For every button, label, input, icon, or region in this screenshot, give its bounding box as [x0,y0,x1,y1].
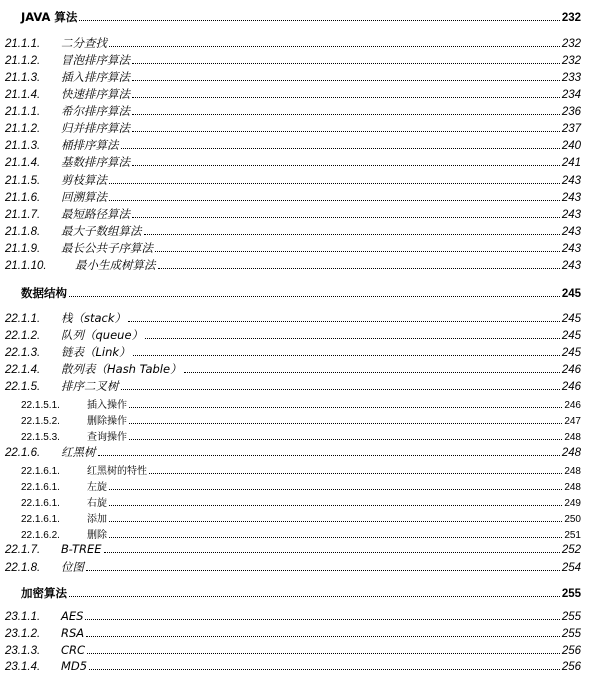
section-number: 22.1.8. [5,562,41,574]
page-number: 248 [564,466,581,477]
subsection-number: 22.1.6.1. [21,466,60,477]
page-number: 240 [561,140,581,152]
dot-leader [85,619,559,620]
toc-entry[interactable] [5,344,581,360]
subsection-title: 红黑树的特性 [87,466,147,477]
toc-subentry[interactable] [21,510,581,525]
dot-leader [132,80,560,81]
toc-entry[interactable] [5,310,581,326]
toc-entry[interactable] [5,643,581,657]
page-number: 232 [561,12,581,24]
page-number: 243 [561,175,581,187]
section-title: 散列表（Hash Table） [61,362,182,376]
dot-leader [132,63,560,64]
subsection-title: 右旋 [87,498,107,509]
section-title: RSA [61,626,85,640]
page-number: 243 [561,243,581,255]
dot-leader [149,473,562,474]
dot-leader [128,321,560,322]
page-number: 241 [561,157,581,169]
subsection-number: 22.1.6.2. [21,530,60,541]
section-title: 排序二叉树 [61,379,119,393]
toc-chapter-heading[interactable] [21,585,581,601]
section-title: 二分查找 [61,36,107,50]
toc-entry[interactable] [5,120,581,136]
toc-subentry[interactable] [21,462,581,477]
page-number: 236 [561,106,581,118]
dot-leader [109,489,562,490]
toc-entry[interactable] [5,206,581,222]
dot-leader [155,251,560,252]
section-title: 最长公共子序算法 [61,241,153,255]
dot-leader [145,338,560,339]
section-number: 21.1.8. [5,226,41,238]
dot-leader [86,570,560,571]
section-title: 队列（queue） [61,328,144,342]
dot-leader [69,596,560,597]
page-number: 255 [561,611,581,623]
section-number: 22.1.5. [5,381,41,393]
dot-leader [132,131,560,132]
section-title: 插入排序算法 [61,70,130,84]
chapter-title: JAVA 算法 [21,10,78,24]
subsection-number: 22.1.5.1. [21,400,60,411]
dot-leader [98,455,560,456]
section-number: 21.1.5. [5,175,41,187]
dot-leader [132,217,560,218]
section-title: 栈（stack） [61,311,127,325]
page-number: 245 [561,347,581,359]
page-number: 243 [561,209,581,221]
section-title: 冒泡排序算法 [61,53,130,67]
section-title: CRC [61,643,86,657]
chapter-title: 加密算法 [21,586,67,600]
page-number: 256 [561,661,581,673]
page-number: 233 [561,72,581,84]
toc-subentry[interactable] [21,396,581,411]
section-number: 23.1.2. [5,628,41,640]
section-title: 希尔排序算法 [61,104,130,118]
dot-leader [87,653,560,654]
subsection-title: 添加 [87,514,107,525]
page-number: 252 [561,544,581,556]
page-number: 237 [561,123,581,135]
dot-leader [121,389,560,390]
dot-leader [109,46,560,47]
toc-subentry[interactable] [21,494,581,509]
toc-entry[interactable] [5,240,581,256]
section-title: B-TREE [61,542,102,556]
subsection-title: 左旋 [87,482,107,493]
toc-entry[interactable] [5,86,581,102]
toc-entry[interactable] [5,35,581,51]
section-title: 最短路径算法 [61,207,130,221]
section-number: 21.1.2. [5,55,41,67]
dot-leader [129,439,562,440]
page-number: 248 [561,447,581,459]
toc-entry[interactable] [5,52,581,68]
section-number: 22.1.7. [5,544,41,556]
dot-leader [121,148,560,149]
section-number: 21.1.4. [5,89,41,101]
toc-subentry[interactable] [21,428,581,443]
toc-entry[interactable] [5,137,581,153]
toc-entry[interactable] [5,378,581,394]
dot-leader [109,521,562,522]
subsection-number: 22.1.5.2. [21,416,60,427]
toc-entry[interactable] [5,327,581,343]
dot-leader [132,97,560,98]
dot-leader [109,200,560,201]
section-number: 21.1.6. [5,192,41,204]
section-title: 最大子数组算法 [61,224,142,238]
toc-subentry[interactable] [21,478,581,493]
dot-leader [129,407,562,408]
page-number: 232 [561,55,581,67]
page-number: 251 [564,530,581,541]
toc-entry[interactable] [5,559,581,575]
section-title: 红黑树 [61,445,96,459]
dot-leader [129,423,562,424]
toc-entry[interactable] [5,103,581,119]
dot-leader [104,552,560,553]
toc-chapter-heading[interactable] [21,285,581,301]
toc-entry[interactable] [5,69,581,85]
page-number: 249 [564,498,581,509]
toc-entry[interactable] [5,659,581,673]
subsection-title: 查询操作 [87,432,127,443]
section-number: 23.1.1. [5,611,41,623]
section-title: 剪枝算法 [61,173,107,187]
page-number: 250 [564,514,581,525]
section-title: 基数排序算法 [61,155,130,169]
toc-chapter-heading[interactable] [21,9,581,25]
page-number: 254 [561,562,581,574]
toc-entry[interactable] [5,172,581,188]
section-number: 22.1.6. [5,447,41,459]
section-title: 快速排序算法 [61,87,130,101]
chapter-title: 数据结构 [21,286,67,300]
dot-leader [109,505,562,506]
section-title: 回溯算法 [61,190,107,204]
page-number: 255 [561,628,581,640]
page-number: 246 [561,364,581,376]
section-number: 22.1.3. [5,347,41,359]
page-number: 245 [561,288,581,300]
section-title: 最小生成树算法 [75,258,156,272]
page-number: 255 [561,588,581,600]
dot-leader [89,669,560,670]
dot-leader [184,372,560,373]
toc-entry[interactable] [5,154,581,170]
section-title: 位图 [61,560,84,574]
page-number: 245 [561,313,581,325]
page-number: 234 [561,89,581,101]
subsection-title: 插入操作 [87,400,127,411]
subsection-title: 删除 [87,530,107,541]
subsection-title: 删除操作 [87,416,127,427]
section-number: 21.1.7. [5,209,41,221]
section-title: MD5 [61,659,88,673]
page-number: 245 [561,330,581,342]
page-number: 232 [561,38,581,50]
page-number: 247 [564,416,581,427]
section-title: AES [61,609,84,623]
section-number: 21.1.3. [5,140,41,152]
section-number: 22.1.4. [5,364,41,376]
section-number: 23.1.3. [5,645,41,657]
toc-entry[interactable] [5,542,581,556]
toc-entry[interactable] [5,189,581,205]
toc-entry[interactable] [5,361,581,377]
section-number: 22.1.1. [5,313,41,325]
page-number: 243 [561,192,581,204]
dot-leader [144,234,560,235]
subsection-number: 22.1.6.1. [21,498,60,509]
toc-entry[interactable] [5,626,581,640]
toc-entry[interactable] [5,257,581,273]
section-number: 21.1.9. [5,243,41,255]
section-number: 21.1.10. [5,260,47,272]
dot-leader [133,355,560,356]
dot-leader [109,183,560,184]
section-title: 链表（Link） [61,345,131,359]
dot-leader [158,268,560,269]
subsection-number: 22.1.6.1. [21,482,60,493]
section-number: 21.1.1. [5,38,41,50]
toc-subentry[interactable] [21,412,581,427]
toc-entry[interactable] [5,223,581,239]
section-number: 22.1.2. [5,330,41,342]
dot-leader [132,165,560,166]
page-number: 248 [564,432,581,443]
toc-entry[interactable] [5,444,581,460]
dot-leader [132,114,560,115]
page-number: 248 [564,482,581,493]
dot-leader [109,537,562,538]
dot-leader [86,636,560,637]
dot-leader [79,20,559,21]
page-number: 243 [561,260,581,272]
page-number: 243 [561,226,581,238]
page-number: 256 [561,645,581,657]
section-number: 23.1.4. [5,661,41,673]
page-number: 246 [561,381,581,393]
section-number: 21.1.1. [5,106,41,118]
section-title: 桶排序算法 [61,138,119,152]
page-number: 246 [564,400,581,411]
subsection-number: 22.1.5.3. [21,432,60,443]
section-title: 归并排序算法 [61,121,130,135]
section-number: 21.1.4. [5,157,41,169]
toc-subentry[interactable] [21,526,581,541]
subsection-number: 22.1.6.1. [21,514,60,525]
dot-leader [69,296,560,297]
section-number: 21.1.3. [5,72,41,84]
toc-entry[interactable] [5,609,581,623]
section-number: 21.1.2. [5,123,41,135]
